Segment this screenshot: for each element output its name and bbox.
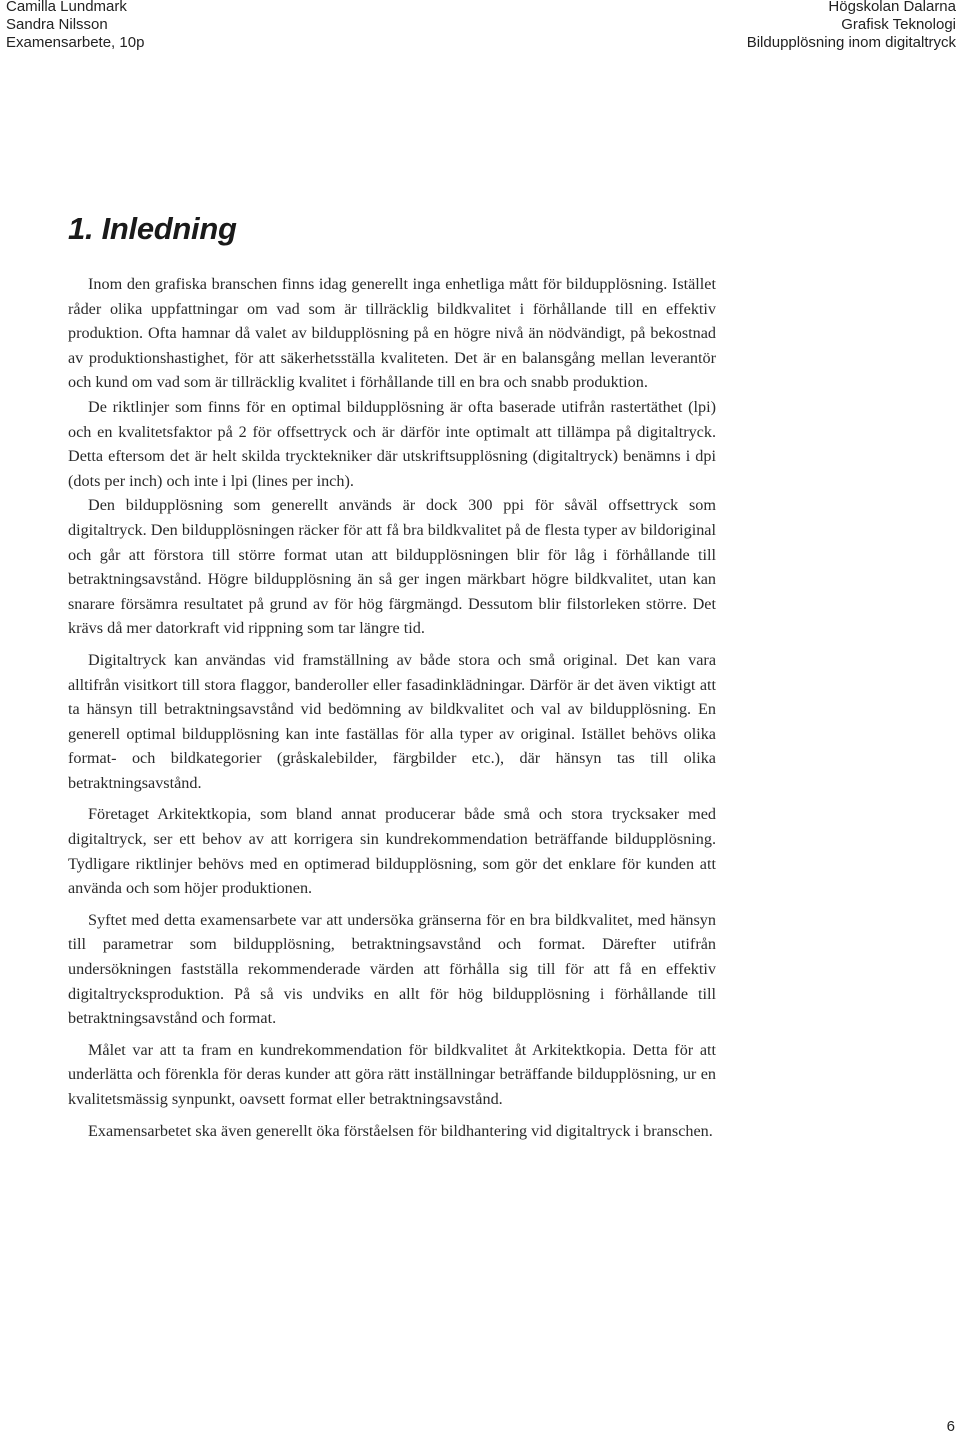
page-header	[0, 0, 960, 60]
section-heading: 1. Inledning	[68, 211, 237, 246]
paragraph: Målet var att ta fram en kundrekommendation för bildkvalitet åt Arkitektkopia. Detta för att underlätta och förenkla för deras kunder att göra rätt inställningar beträffande bildupplösning, ur en kvalitetsmässig synpunkt, oavsett format eller betraktningsavstånd.	[68, 1040, 716, 1108]
header-author-2: Sandra Nilsson	[6, 16, 108, 33]
header-thesis-title: Bildupplösning inom digitaltryck	[746, 34, 956, 51]
header-author-1: Camilla Lundmark	[6, 0, 127, 15]
paragraph: De riktlinjer som finns för en optimal bildupplösning är ofta baserade utifrån rastertäthet (lpi) och en kvalitetsfaktor på 2 för offsettryck och är därför inte optimalt att tillämpa på digitaltryck. Detta eftersom det är helt skilda trycktekniker där utskriftsupplösning (digitaltryck) benämns i dpi (dots per inch) och inte i lpi (lines per inch).	[68, 397, 716, 490]
header-department: Grafisk Teknologi	[841, 16, 956, 33]
header-course: Examensarbete, 10p	[6, 34, 145, 51]
header-university: Högskolan Dalarna	[828, 0, 956, 15]
page-number: 6	[946, 1418, 955, 1435]
paragraph: Digitaltryck kan användas vid framställning av både stora och små original. Det kan vara alltifrån visitkort till stora flaggor, banderoller eller fasadinklädningar. Därför är det även viktigt att ta hänsyn till betraktningsavstånd vid bedömning av bildkvalitet och val av bildupplösning. En generell optimal bildupplösning kan inte faställas för alla typer av original. Istället behövs olika format- och bildkategorier (gråskalebilder, färgbilder etc.), där hänsyn tas till olika betraktningsavstånd.	[68, 650, 716, 792]
paragraph: Inom den grafiska branschen finns idag generellt inga enhetliga mått för bildupplösning. Istället råder olika uppfattningar om vad som är tillräcklig bildkvalitet i förhållande till en effektiv produktion. Ofta hamnar då valet av bildupplösning på en högre nivå än nödvändigt, på bekostnad av produktionshastighet, för att säkerhetsställa kvaliteten. Det är en balansgång mellan leverantör och kund om vad som är tillräcklig kvalitet i förhållande till en bra och snabb produktion.	[68, 275, 716, 392]
paragraph: Syftet med detta examensarbete var att undersöka gränserna för en bra bildkvalitet, med hänsyn till parametrar som bildupplösning, betraktningsavstånd och format. Därefter utifrån undersökningen fastställa rekommenderade värden att förhålla sig till för att få en effektiv digitaltrycksproduktion. På så vis undviks en allt för hög bildupplösning i förhållande till betraktningsavstånd och format.	[68, 910, 716, 1028]
header-authors	[6, 0, 144, 52]
paragraph: Den bildupplösning som generellt används är dock 300 ppi för såväl offsettryck som digitaltryck. Den bildupplösningen räcker för att få bra bildkvalitet på de flesta typer av bildoriginal och går att förstora till större format utan att bildupplösningen blir för låg i förhållande till betraktningsavstånd. Högre bildupplösning än så ger ingen märkbart högre bildkvalitet, utan kan snarare försämra resultatet på grund av för hög färgmängd. Dessutom blir filstorleken större. Det krävs då mer datorkraft vid rippning som tar längre tid.	[68, 496, 716, 638]
section-body	[68, 272, 716, 1143]
header-institution	[747, 0, 956, 52]
paragraph: Examensarbetet ska även generellt öka förståelsen för bildhantering vid digitaltryck i branschen.	[88, 1121, 713, 1140]
paragraph: Företaget Arkitektkopia, som bland annat producerar både små och stora trycksaker med digitaltryck, ser ett behov av att korrigera sin kundrekommendation beträffande bildupplösning. Tydligare riktlinjer behövs med en optimerad bildupplösning, som gör det enklare för kunden att använda och som höjer produktionen.	[68, 805, 716, 898]
